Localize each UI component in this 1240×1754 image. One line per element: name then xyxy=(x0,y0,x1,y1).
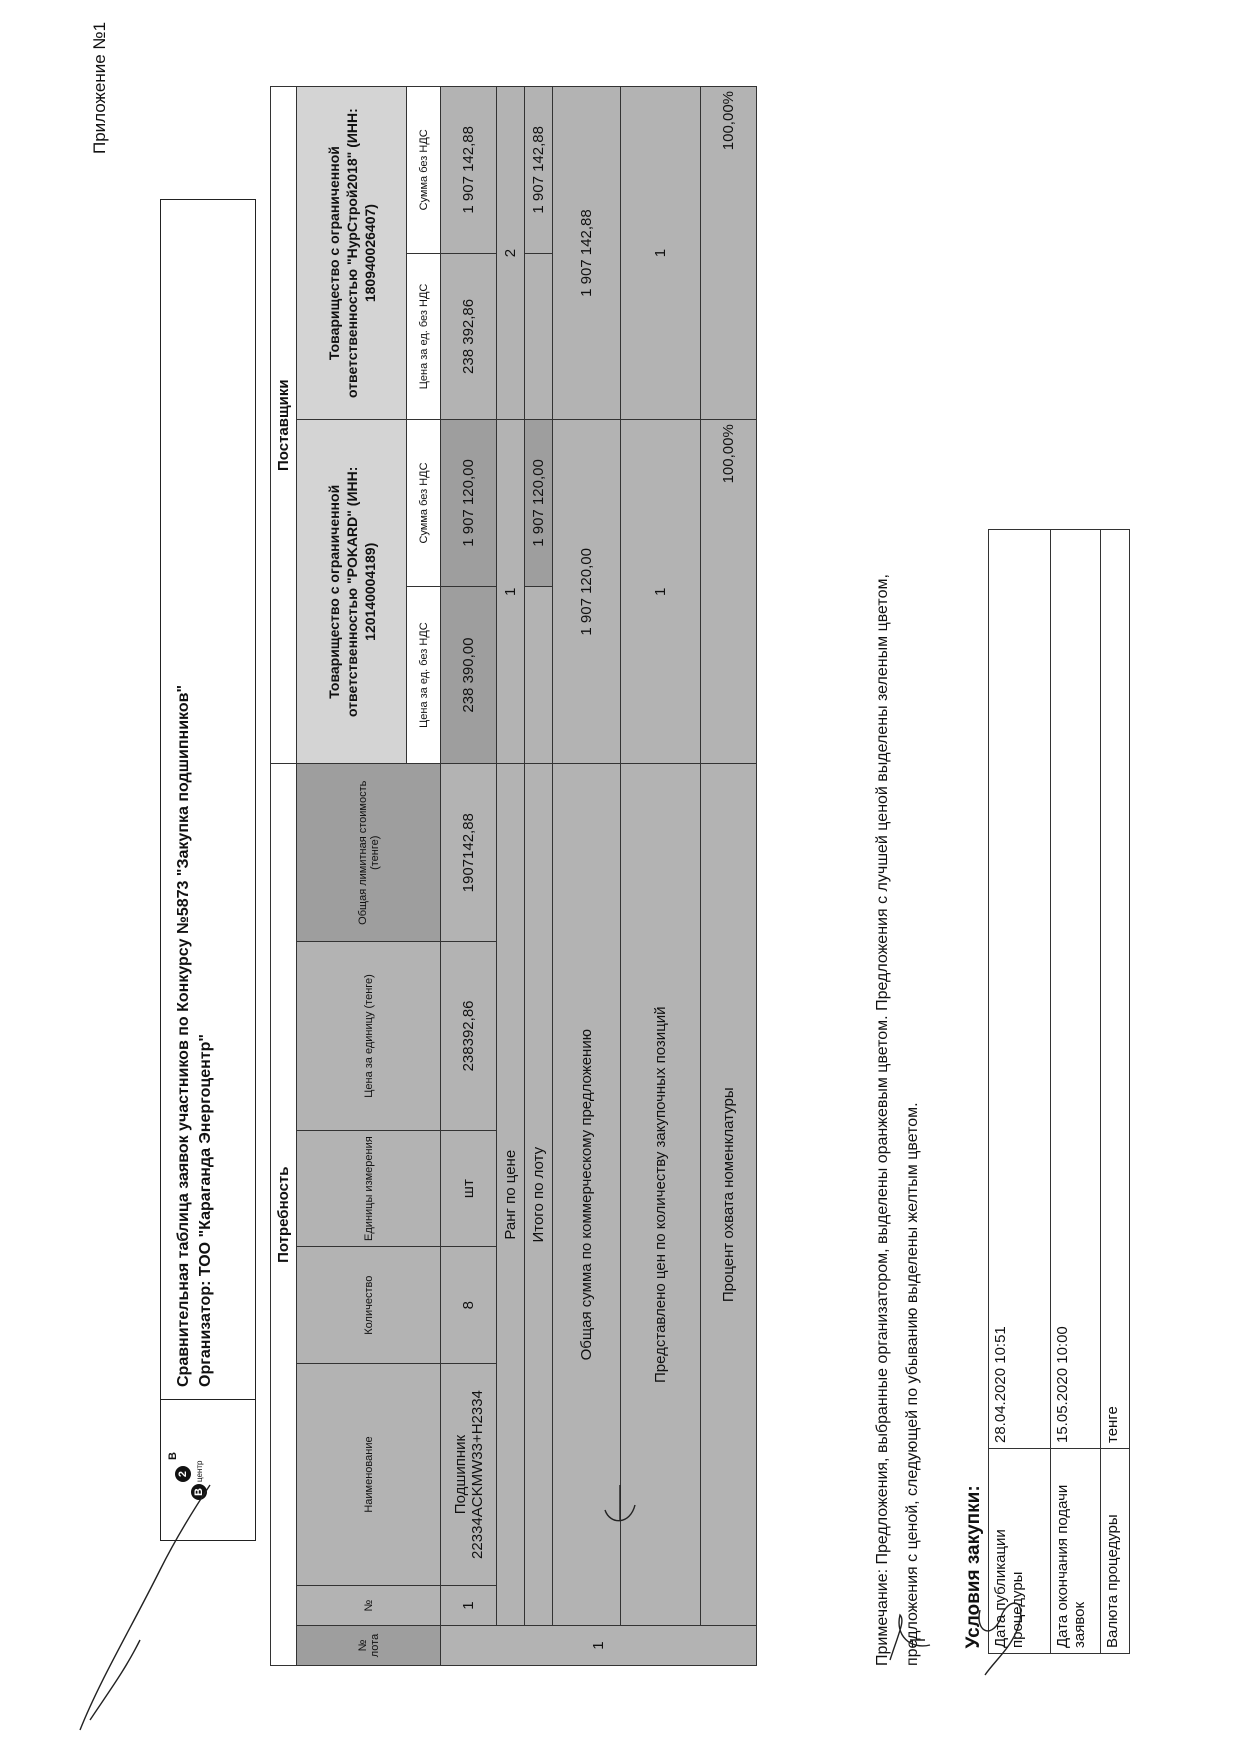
item-number: 1 xyxy=(441,1586,497,1626)
col-lot-no: № лота xyxy=(297,1626,441,1666)
supplier-2-commercial-total: 1 907 142,88 xyxy=(553,87,621,420)
signature-initials-1 xyxy=(880,1610,940,1670)
condition-value: тенге xyxy=(1101,530,1130,1449)
supplier-1-name: Товарищество с ограниченной ответственностью "POKARD" (ИНН: 120140004189) xyxy=(297,420,407,764)
table-row xyxy=(621,87,701,1666)
document-title: Сравнительная таблица заявок участников по Конкурсу №5873 "Закупка подшипников" xyxy=(175,684,192,1387)
condition-label: Дата окончания подачи заявок xyxy=(1051,1449,1101,1654)
table-row xyxy=(441,87,497,1666)
supplier-2-rank: 2 xyxy=(497,87,525,420)
logo-circle-2: 2 xyxy=(175,1466,191,1482)
supplier-2-col-sum: Сумма без НДС xyxy=(407,87,441,254)
supplier-2-price: 238 392,86 xyxy=(441,253,497,420)
section-need: Потребность xyxy=(271,764,297,1666)
row-label-rank: Ранг по цене xyxy=(497,764,525,1626)
supplier-2-positions: 1 xyxy=(621,87,701,420)
table-row xyxy=(525,87,553,1666)
comparison-table xyxy=(270,86,757,1666)
document-header xyxy=(160,199,256,1541)
col-qty: Количество xyxy=(297,1247,441,1364)
table-row xyxy=(989,530,1051,1654)
logo-circle-b-bottom: B xyxy=(191,1484,207,1500)
table-row xyxy=(1101,530,1130,1654)
logo-circle-b-top: B xyxy=(165,1448,181,1464)
item-unit: шт xyxy=(441,1130,497,1247)
row-label-commercial: Общая сумма по коммерческому предложению xyxy=(553,764,621,1626)
logo-text: центр xyxy=(195,1460,204,1482)
supplier-1-price: 238 390,00 xyxy=(441,586,497,764)
col-name: Наименование xyxy=(297,1363,441,1585)
table-row xyxy=(1051,530,1101,1654)
item-name: Подшипник 22334ACKMW33+H2334 xyxy=(441,1363,497,1585)
supplier-2-name: Товарищество с ограниченной ответственностью "НурСтрой2018" (ИНН: 180940026407) xyxy=(297,87,407,420)
note-line-2: предложения с ценой, следующей по убыванию выделены желтым цветом. xyxy=(904,1102,921,1666)
item-unit-price: 238392,86 xyxy=(441,942,497,1131)
conditions-table xyxy=(960,529,1130,1654)
item-total-limit: 1907142,88 xyxy=(441,764,497,942)
lot-number: 1 xyxy=(441,1626,757,1666)
supplier-1-positions: 1 xyxy=(621,420,701,764)
note-line-1: Примечание: Предложения, выбранные организатором, выделены оранжевым цветом. Предложения с лучшей ценой выделены зеленым цветом, xyxy=(874,574,891,1666)
supplier-1-total: 1 907 120,00 xyxy=(525,420,553,587)
table-row xyxy=(553,87,621,1666)
col-no: № xyxy=(297,1586,441,1626)
table-row xyxy=(701,87,757,1666)
supplier-1-coverage: 100,00% xyxy=(701,420,757,764)
supplier-1-sum: 1 907 120,00 xyxy=(441,420,497,587)
col-unit: Единицы измерения xyxy=(297,1130,441,1247)
col-total-limit: Общая лимитная стоимость (тенге) xyxy=(297,764,441,942)
supplier-2-total-blank xyxy=(525,253,553,420)
legend-note xyxy=(868,46,928,1666)
supplier-2-col-price: Цена за ед. без НДС xyxy=(407,253,441,420)
signature-small-mark xyxy=(595,1480,645,1530)
supplier-1-col-price: Цена за ед. без НДС xyxy=(407,586,441,764)
supplier-2-sum: 1 907 142,88 xyxy=(441,87,497,254)
item-qty: 8 xyxy=(441,1247,497,1364)
condition-label: Валюта процедуры xyxy=(1101,1449,1130,1654)
signature-initials-2 xyxy=(970,1590,1040,1680)
row-label-positions: Представлено цен по количеству закупочных позиций xyxy=(621,764,701,1626)
conditions-title: Условия закупки: xyxy=(960,530,989,1654)
condition-value: 28.04.2020 10:51 xyxy=(989,530,1051,1449)
condition-value: 15.05.2020 10:00 xyxy=(1051,530,1101,1449)
appendix-label: Приложение №1 xyxy=(90,21,109,154)
signature-large xyxy=(70,1480,220,1740)
table-row xyxy=(497,87,525,1666)
document-titles xyxy=(161,673,255,1399)
supplier-1-rank: 1 xyxy=(497,420,525,764)
supplier-1-col-sum: Сумма без НДС xyxy=(407,420,441,587)
section-suppliers: Поставщики xyxy=(271,87,297,764)
supplier-1-total-blank xyxy=(525,586,553,764)
supplier-2-total: 1 907 142,88 xyxy=(525,87,553,254)
condition-label: Дата публикации процедуры xyxy=(989,1449,1051,1654)
row-label-coverage: Процент охвата номенклатуры xyxy=(701,764,757,1626)
supplier-1-commercial-total: 1 907 120,00 xyxy=(553,420,621,764)
col-unit-price: Цена за единицу (тенге) xyxy=(297,942,441,1131)
supplier-2-coverage: 100,00% xyxy=(701,87,757,420)
organizer-line: Организатор: ТОО "Караганда Энергоцентр" xyxy=(197,1034,214,1387)
row-label-total: Итого по лоту xyxy=(525,764,553,1626)
